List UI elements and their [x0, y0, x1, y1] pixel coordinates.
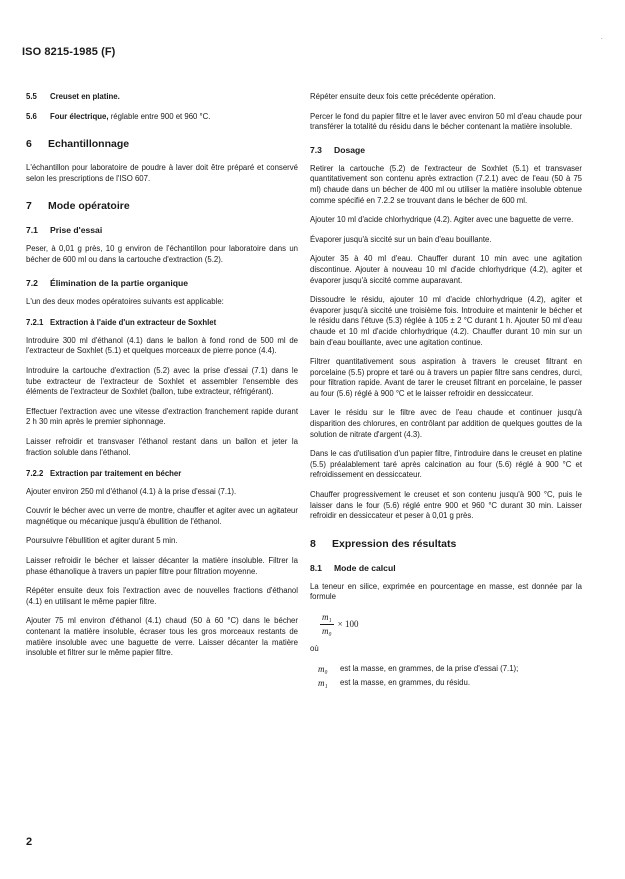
paragraph: Ajouter environ 250 ml d'éthanol (4.1) à la prise d'essai (7.1).: [26, 486, 237, 496]
paragraph: Effectuer l'extraction avec une vitesse d'extraction franchement rapide durant 2 h 30 min après le premier siphonnage.: [26, 406, 298, 427]
paragraph: Introduire la cartouche d'extraction (5.2) avec la prise d'essai (7.1) dans le tube extracteur de l'extracteur de Soxhlet et assembler l'ensemble des éléments de l'extracteur de Soxhlet (ballon, tube extracteur, réfrigérant).: [26, 365, 298, 397]
numerator: m₁: [320, 612, 334, 625]
paragraph: Ajouter 75 ml environ d'éthanol (4.1) chaud (50 à 60 °C) dans le bécher contenant la matière insoluble, écraser tous les gros morceaux restants de matière insoluble avec une baguette de verre. Laisser décanter la matière insoluble et filtrer sur le même papier filtre.: [26, 616, 298, 658]
subsection-7-2-1-heading: 7.2.1 Extraction à l'aide d'un extracteur de Soxhlet: [26, 318, 217, 328]
page-number: 2: [26, 836, 33, 848]
paragraph: Introduire 300 ml d'éthanol (4.1) dans le ballon à fond rond de 500 ml de l'extracteur de Soxhlet (5.1) et quelques morceaux de pierre ponce (4.4).: [26, 335, 298, 356]
paragraph: Filtrer quantitativement sous aspiration à travers le creuset filtrant en porcelaine (5.5) propre et taré ou à travers un papier filtre sans cendres, durci, pour filtration rapide. Avant de tarer le creuset filtrant en porcelaine, le passer au four (5.6) réglé à 900 °C et le laisser refroidir en dessiccateur.: [310, 357, 582, 398]
paragraph: Laver le résidu sur le filtre avec de l'eau chaude et continuer jusqu'à disparition des chlorures, en contrôlant par addition de quelques gouttes de la solution de nitrate d'argent (4.3).: [310, 408, 582, 439]
page-header: ISO 8215-1985 (F): [22, 46, 116, 58]
subsection-7-2-paragraph: L'un des deux modes opératoires suivants est applicable:: [26, 296, 224, 306]
where-label: où: [310, 644, 319, 654]
right-column: [310, 92, 582, 693]
paragraph: Laisser refroidir le bécher et laisser décanter la matière insoluble. Filtrer la phase éthanolique à travers un papier filtre pour filtration moyenne.: [26, 556, 298, 576]
subsection-7-1-paragraph: Peser, à 0,01 g près, 10 g environ de l'échantillon pour laboratoire dans un bécher de 600 ml ou dans la cartouche d'extraction (5.2).: [26, 244, 298, 264]
paragraph: Laisser refroidir et transvaser l'éthanol restant dans un ballon et jeter la fraction soluble dans l'éthanol.: [26, 436, 298, 457]
paragraph: Percer le fond du papier filtre et le laver avec environ 50 ml d'eau chaude pour transférer la totalité du résidu dans le bécher contenant la matière insoluble.: [310, 111, 582, 132]
paragraph: Dans le cas d'utilisation d'un papier filtre, l'introduire dans le creuset en platine (5.5) préalablement taré après calcination au four (5.6) réglé à 900 °C et refroidissement en dessiccateur.: [310, 449, 582, 480]
subsection-7-1-heading: 7.1 Prise d'essai: [26, 225, 103, 236]
legend-row: m₁ est la masse, en grammes, du résidu.: [318, 678, 471, 689]
section-6-heading: 6 Echantillonnage: [26, 138, 130, 151]
left-column: [26, 92, 298, 668]
subsection-7-2-heading: 7.2 Élimination de la partie organique: [26, 277, 188, 288]
denominator: m₀: [322, 625, 332, 636]
paragraph: Retirer la cartouche (5.2) de l'extracteur de Soxhlet (5.1) et transvaser quantitativement son contenu après extraction (7.2.1) avec de l'eau (50 à 75 ml) chaude dans un bécher de 400 ml ou utiliser la matière insoluble obtenue comme spécifié en 7.2.2 se trouvant dans le bécher de 600 ml.: [310, 163, 582, 205]
paragraph: Dissoudre le résidu, ajouter 10 ml d'acide chlorhydrique (4.2), agiter et évaporer jusqu'à siccité une troisième fois. Introduire et maintenir le bécher et le résidu dans l'étuve (5.3) réglée à 105 ± 2 °C durant 1 h. Ajouter 50 ml d'eau chaude et 10 ml d'acide chlorhydrique (4.2). Chauffer durant 10 min sur un bain d'eau bouillante, avec une agitation continue.: [310, 295, 582, 347]
item-5-6: 5.6 Four électrique, réglable entre 900 et 960 °C.: [26, 111, 211, 121]
multiplier: × 100: [337, 618, 359, 629]
paragraph: La teneur en silice, exprimée en pourcentage en masse, est donnée par la formule: [310, 581, 582, 602]
subsection-7-2-2-heading: 7.2.2 Extraction par traitement en bécher: [26, 469, 182, 479]
paragraph: Ajouter 10 ml d'acide chlorhydrique (4.2). Agiter avec une baguette de verre.: [310, 215, 574, 225]
section-7-heading: 7 Mode opératoire: [26, 200, 130, 213]
paragraph: Répéter ensuite deux fois l'extraction avec de nouvelles fractions d'éthanol (4.1) en utilisant le même papier filtre.: [26, 586, 298, 606]
section-6-paragraph: L'échantillon pour laboratoire de poudre à laver doit être préparé et conservé selon les prescriptions de l'ISO 607.: [26, 163, 298, 183]
paragraph: Répéter ensuite deux fois cette précédente opération.: [310, 92, 496, 101]
paragraph: Chauffer progressivement le creuset et son contenu jusqu'à 900 °C, puis le laisser dans le four (5.6) réglé entre 900 et 960 °C durant 30 min. Laisser refroidir en dessiccateur et peser à 0,01 g près.: [310, 490, 582, 521]
item-5-6-text: réglable entre 900 et 960 °C.: [110, 111, 211, 121]
paragraph: Évaporer jusqu'à siccité sur un bain d'eau bouillante.: [310, 234, 492, 244]
paragraph: Couvrir le bécher avec un verre de montre, chauffer et agiter avec un agitateur magnétique ou mécanique jusqu'à ébullition de l'éthanol.: [26, 506, 298, 526]
subsection-8-1-heading: 8.1 Mode de calcul: [310, 562, 396, 573]
section-8-heading: 8 Expression des résultats: [310, 537, 457, 550]
item-5-6-label: Four électrique,: [50, 111, 109, 121]
fraction: [320, 612, 334, 636]
formula: [320, 612, 582, 636]
paragraph: Ajouter 35 à 40 ml d'eau. Chauffer durant 10 min avec une agitation discontinue. Ajouter à nouveau 10 ml d'acide chlorhydrique (4.2), agiter et évaporer jusqu'à siccité comme auparavant.: [310, 254, 582, 285]
legend-row: m₀ est la masse, en grammes, de la prise d'essai (7.1);: [318, 663, 519, 674]
paragraph: Poursuivre l'ébullition et agiter durant 5 min.: [26, 536, 178, 546]
item-5-5: 5.5 Creuset en platine.: [26, 92, 120, 101]
corner-mark: ·: [600, 34, 603, 43]
subsection-7-3-heading: 7.3 Dosage: [310, 144, 366, 155]
